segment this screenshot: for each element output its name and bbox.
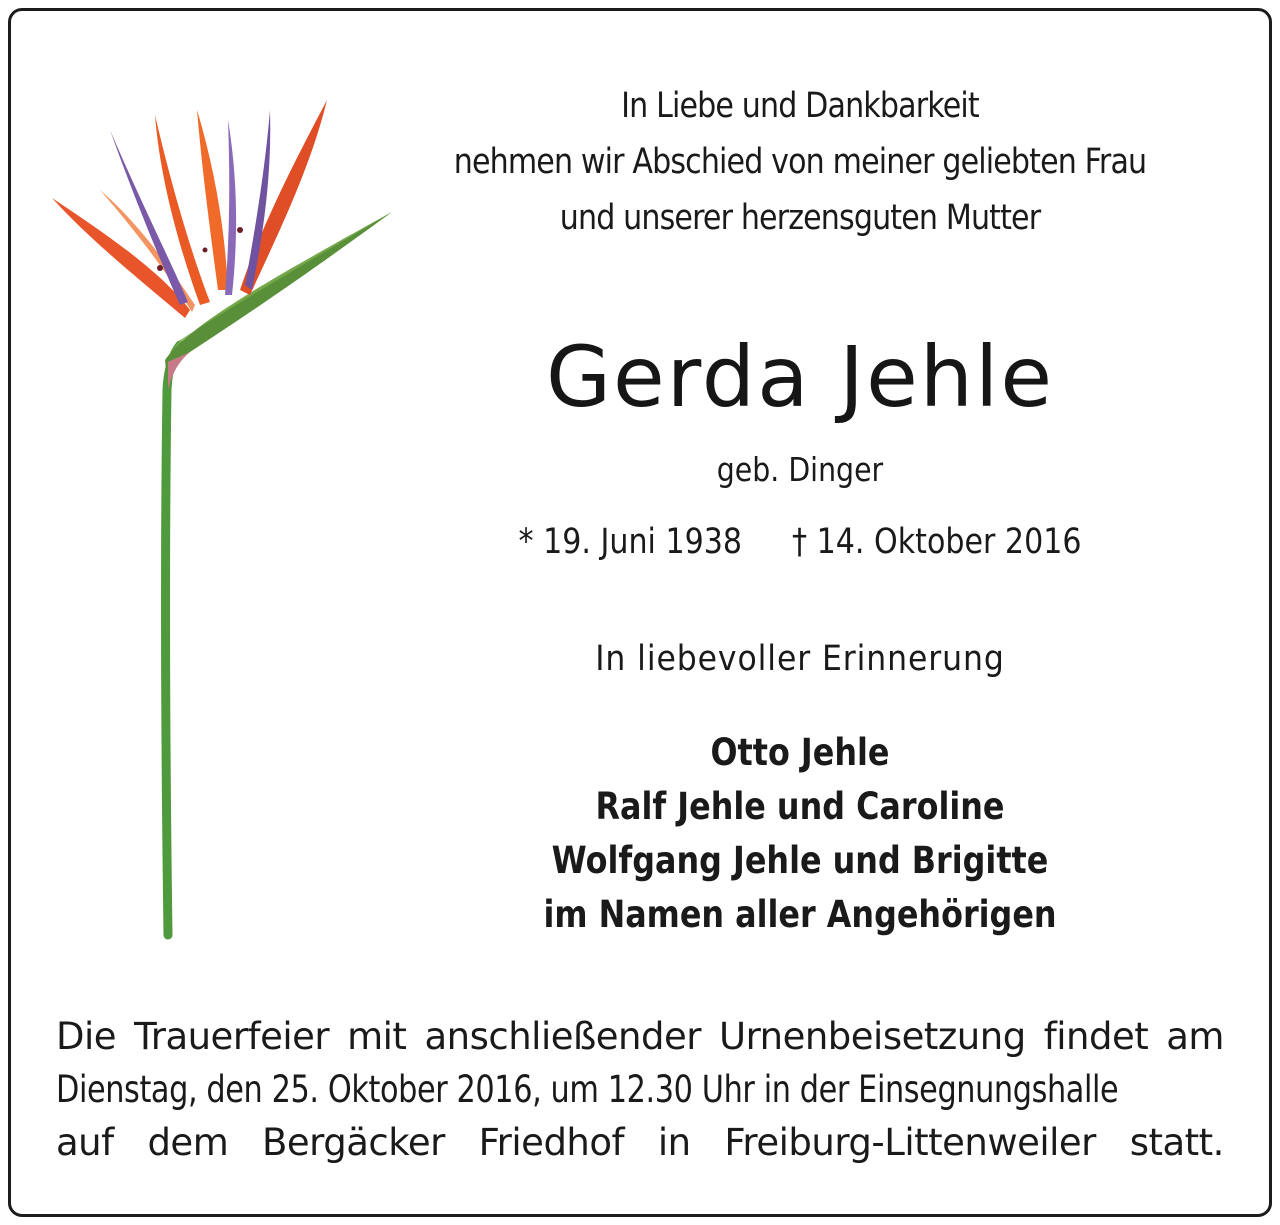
word: Freiburg-Littenweiler (724, 1121, 1096, 1164)
ceremony-line-2 (56, 1063, 1224, 1116)
word: statt. (1129, 1121, 1224, 1164)
memory-line: In liebevoller Erinnerung (595, 639, 1005, 679)
deceased-name: Gerda Jehle (545, 328, 1055, 426)
family-signatures (422, 726, 1179, 942)
intro-text (422, 78, 1179, 246)
birth-date: * 19. Juni 1938 (518, 522, 743, 562)
birth-name: geb. Dinger (716, 450, 884, 489)
ceremony-line-3 (56, 1116, 1224, 1169)
word: findet (1043, 1015, 1149, 1058)
word: in (657, 1121, 691, 1164)
word: Trauerfeier (134, 1015, 330, 1058)
family-member: im Namen aller Angehörigen (543, 893, 1057, 936)
bird-of-paradise-flower-icon (40, 90, 410, 940)
ceremony-line-2-text: Dienstag, den 25. Oktober 2016, um 12.30 Uhr in der Einsegnungshalle (56, 1068, 1119, 1111)
word: Die (56, 1015, 117, 1058)
word: Friedhof (478, 1121, 625, 1164)
word: Urnenbeisetzung (718, 1015, 1026, 1058)
ceremony-line-1 (56, 1010, 1224, 1063)
intro-line-2: nehmen wir Abschied von meiner geliebten Frau (453, 142, 1147, 182)
word: auf (56, 1121, 114, 1164)
life-dates (422, 518, 1179, 566)
intro-line-1: In Liebe und Dankbarkeit (621, 86, 979, 126)
word: anschließender (424, 1015, 701, 1058)
death-date: † 14. Oktober 2016 (791, 522, 1082, 562)
ceremony-notice (56, 1010, 1224, 1169)
word: dem (147, 1121, 229, 1164)
family-member: Wolfgang Jehle und Brigitte (551, 839, 1049, 882)
word: mit (347, 1015, 407, 1058)
word: am (1166, 1015, 1224, 1058)
word: Bergäcker (262, 1121, 445, 1164)
family-member: Otto Jehle (710, 731, 890, 774)
intro-line-3: und unserer herzensguten Mutter (559, 198, 1041, 238)
family-member: Ralf Jehle und Caroline (595, 785, 1005, 828)
